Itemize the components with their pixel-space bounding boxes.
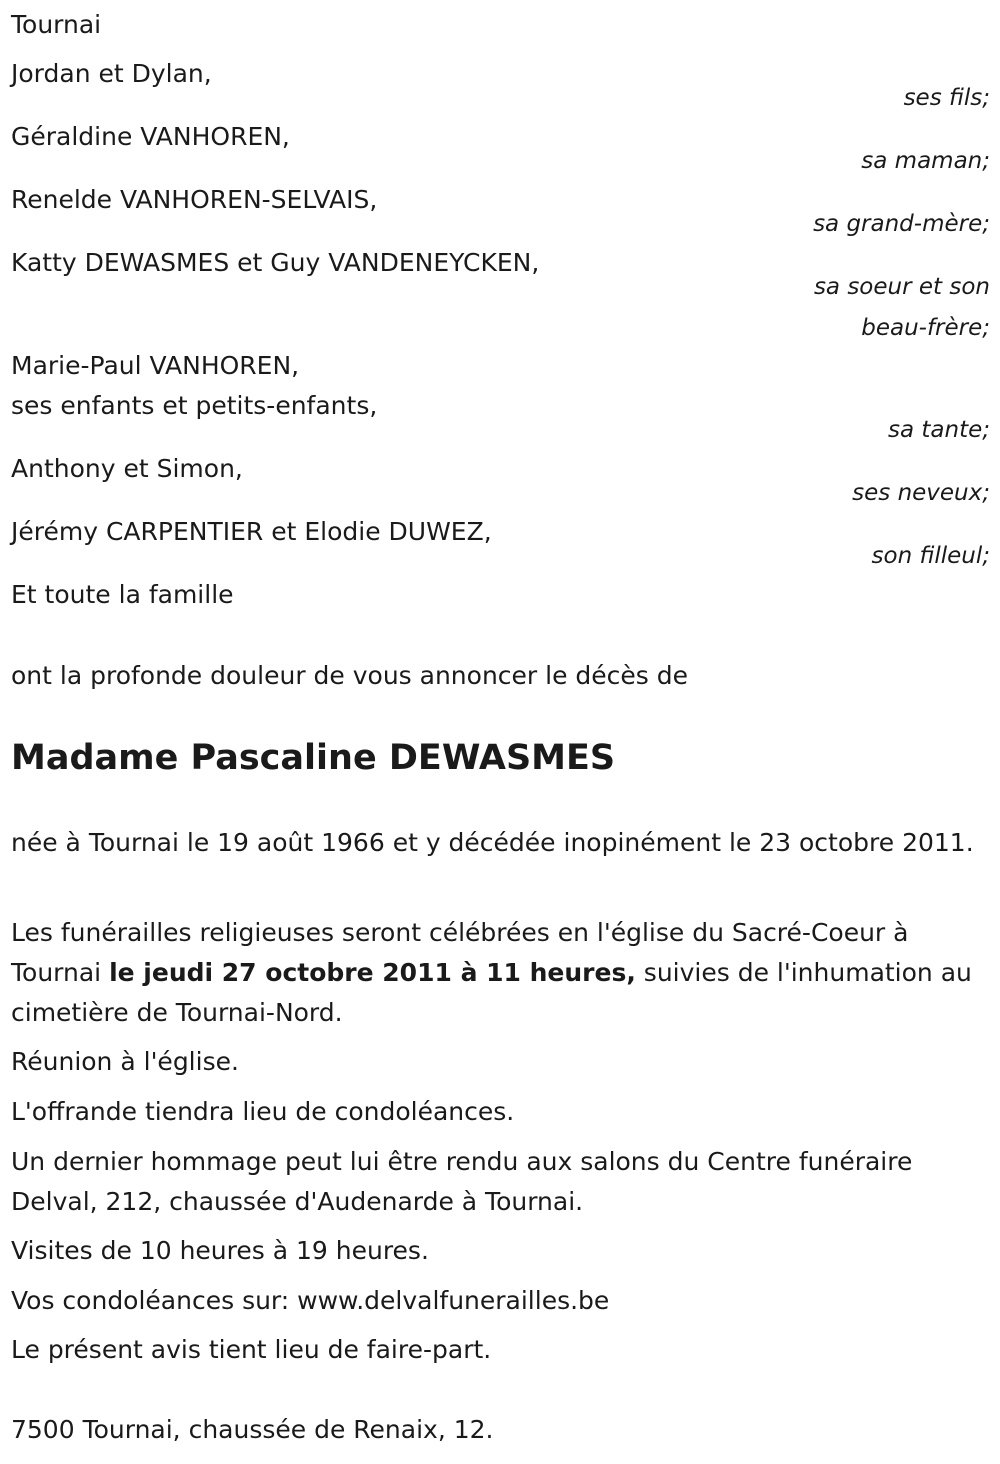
family-name-nephews: Anthony et Simon,: [11, 454, 243, 483]
birth-death-text: née à Tournai le 19 août 1966 et y décédée inopinément le 23 octobre 2011.: [11, 828, 974, 857]
meeting-text: Réunion à l'église.: [11, 1047, 239, 1076]
funeral-text-after: suivies de l'inhumation au cimetière de Tournai-Nord.: [11, 958, 972, 1027]
family-name-aunt-line2: ses enfants et petits-enfants,: [11, 391, 378, 420]
family-role-sons: ses fils;: [903, 85, 990, 111]
family-role-mother: sa maman;: [861, 148, 990, 174]
condolences-text: Vos condoléances sur: www.delvalfunerailles.be: [11, 1286, 610, 1315]
notice-text: Le présent avis tient lieu de faire-part.: [11, 1335, 492, 1364]
funeral-text-before: Les funérailles religieuses seront célébrées en l'église du Sacré-Coeur à Tournai: [11, 918, 909, 987]
address-text: 7500 Tournai, chaussée de Renaix, 12.: [11, 1415, 494, 1444]
family-name-sons: Jordan et Dylan,: [11, 59, 212, 88]
announcement-text: ont la profonde douleur de vous annoncer le décès de: [11, 661, 689, 690]
family-role-sister-line1: sa soeur et son: [813, 274, 990, 300]
deceased-name: Madame Pascaline DEWASMES: [11, 738, 616, 778]
family-role-grandmother: sa grand-mère;: [813, 211, 990, 237]
place-header: Tournai: [11, 10, 102, 39]
funeral-text: [11, 913, 986, 1033]
family-name-mother: Géraldine VANHOREN,: [11, 122, 290, 151]
funeral-date: le jeudi 27 octobre 2011 à 11 heures,: [109, 958, 636, 987]
visits-text: Visites de 10 heures à 19 heures.: [11, 1236, 429, 1265]
family-role-nephews: ses neveux;: [852, 480, 990, 506]
family-role-aunt: sa tante;: [888, 417, 990, 443]
family-name-aunt: Marie-Paul VANHOREN,: [11, 351, 300, 380]
family-role-godson: son filleul;: [871, 543, 990, 569]
family-name-sister: Katty DEWASMES et Guy VANDENEYCKEN,: [11, 248, 540, 277]
family-name-grandmother: Renelde VANHOREN-SELVAIS,: [11, 185, 378, 214]
family-name-godson: Jérémy CARPENTIER et Elodie DUWEZ,: [11, 517, 492, 546]
family-role-sister-line2: beau-frère;: [861, 315, 990, 341]
tribute-text: Un dernier hommage peut lui être rendu aux salons du Centre funéraire Delval, 212, chaussée d'Audenarde à Tournai.: [11, 1147, 913, 1216]
family-name-all: Et toute la famille: [11, 580, 234, 609]
offering-text: L'offrande tiendra lieu de condoléances.: [11, 1097, 515, 1126]
